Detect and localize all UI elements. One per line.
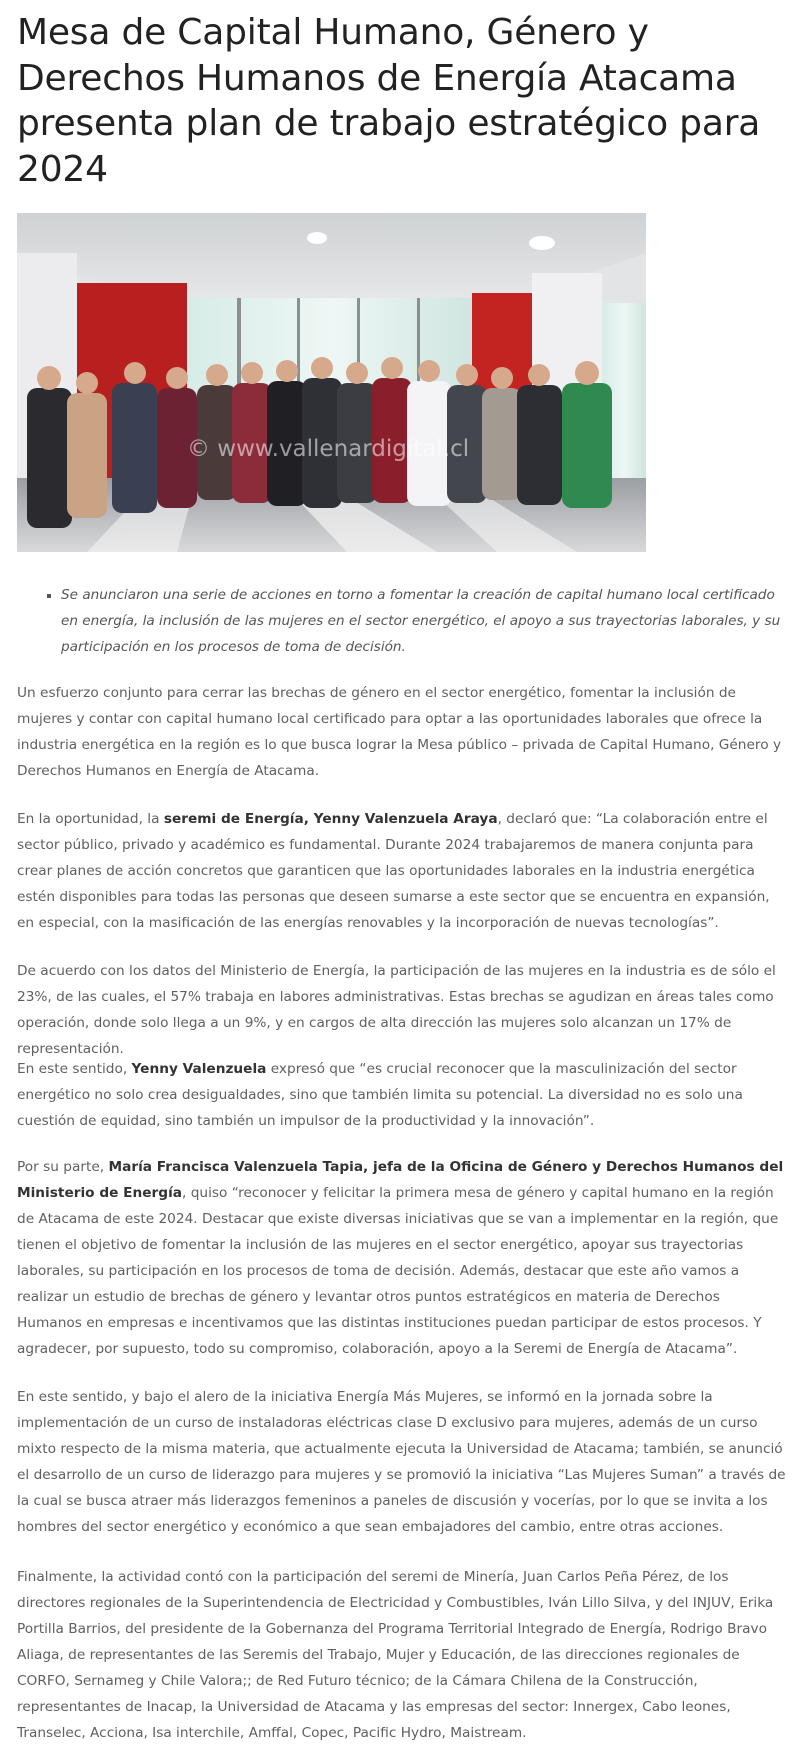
highlight-list xyxy=(17,582,787,660)
article-title: Mesa de Capital Humano, Género y Derechos Humanos de Energía Atacama presenta plan de trabajo estratégico para 2024 xyxy=(17,12,761,190)
highlight-item: Se anunciaron una serie de acciones en torno a fomentar la creación de capital humano local certificado en energía, la inclusión de las mujeres en el sector energético, el apoyo a sus trayectorias laborales, y su participación en los procesos de toma de decisión. xyxy=(61,582,787,660)
paragraph-5: Por su parte, María Francisca Valenzuela Tapia, jefa de la Oficina de Género y Derechos Humanos del Ministerio de Energía, quiso “reconocer y felicitar la primera mesa de género y capital humano en la región de Atacama de este 2024. Destacar que existe diversas iniciativas que se van a implementar en la región, que tienen el objetivo de fomentar la inclusión de las mujeres en el sector energético, apoyar sus trayectorias laborales, su participación en los procesos de toma de decisión. Además, destacar que este año vamos a realizar un estudio de brechas de género y levantar otros puntos estratégicos en materia de Derechos Humanos en empresas e incentivamos que las distintas instituciones puedan participar de estos procesos. Y agradecer, por supuesto, todo su compromiso, colaboración, apoyo a la Seremi de Energía de Atacama”. xyxy=(17,1159,784,1357)
article-photo xyxy=(17,213,646,552)
article xyxy=(17,0,787,1741)
paragraph-2: En la oportunidad, la seremi de Energía, Yenny Valenzuela Araya, declaró que: “La colaboración entre el sector público, privado y académico es fundamental. Durante 2024 trabajaremos de manera conjunta para crear planes de acción concretos que garanticen que las oportunidades laborales en la industria energética estén disponibles para todas las personas que deseen sumarse a este sector que se encuentra en expansión, en especial, con la masificación de las energías renovables y la incorporación de nuevas tecnologías”. xyxy=(17,811,770,931)
speaker-name: María Francisca Valenzuela Tapia, jefa de la Oficina de Género y Derechos Humanos del Ministerio de Energía xyxy=(17,1159,784,1201)
paragraph-6: En este sentido, y bajo el alero de la iniciativa Energía Más Mujeres, se informó en la jornada sobre la implementación de un curso de instaladoras eléctricas clase D exclusivo para mujeres, además de un curso mixto respecto de la misma materia, que actualmente ejecuta la Universidad de Atacama; también, se anunció el desarrollo de un curso de liderazgo para mujeres y se promovió la iniciativa “Las Mujeres Suman” a través de la cual se busca atraer más liderazgos femeninos a paneles de discusión y vocerías, por lo que se invita a los hombres del sector energético y económico a que sean embajadores del cambio, entre otras acciones. xyxy=(17,1389,786,1535)
paragraph-1: Un esfuerzo conjunto para cerrar las brechas de género en el sector energético, fomentar la inclusión de mujeres y contar con capital humano local certificado para optar a las oportunidades laborales que ofrece la industria energética en la región es lo que busca lograr la Mesa público – privada de Capital Humano, Género y Derechos Humanos en Energía de Atacama. xyxy=(17,685,782,779)
paragraph-4: En este sentido, Yenny Valenzuela expresó que “es crucial reconocer que la masculinización del sector energético no solo crea desigualdades, sino que también limita su potencial. La diversidad no es solo una cuestión de equidad, sino también un impulsor de la productividad y la innovación”. xyxy=(17,1061,743,1129)
speaker-name: Yenny Valenzuela xyxy=(131,1061,267,1077)
photo-watermark: © www.vallenardigital.cl xyxy=(187,436,470,462)
paragraph-7: Finalmente, la actividad contó con la participación del seremi de Minería, Juan Carlos Peña Pérez, de los directores regionales de la Superintendencia de Electricidad y Combustibles, Iván Lillo Silva, y del INJUV, Erika Portilla Barrios, del presidente de la Gobernanza del Programa Territorial Integrado de Energía, Rodrigo Bravo Aliaga, de representantes de las Seremis del Trabajo, Mujer y Educación, de las direcciones regionales de CORFO, Sernameg y Chile Valora;; de Red Futuro técnico; de la Cámara Chilena de la Construcción, representantes de Inacap, la Universidad de Atacama y las empresas del sector: Innergex, Cabo leones, Transelec, Acciona, Isa interchile, Amffal, Copec, Pacific Hydro, Maistream. xyxy=(17,1569,774,1741)
paragraph-3: De acuerdo con los datos del Ministerio de Energía, la participación de las mujeres en la industria es de sólo el 23%, de las cuales, el 57% trabaja en labores administrativas. Estas brechas se agudizan en áreas tales como operación, donde solo llega a un 9%, y en cargos de alta dirección las mujeres solo alcanzan un 17% de representación. xyxy=(17,963,776,1057)
speaker-name: seremi de Energía, Yenny Valenzuela Araya xyxy=(163,811,498,827)
